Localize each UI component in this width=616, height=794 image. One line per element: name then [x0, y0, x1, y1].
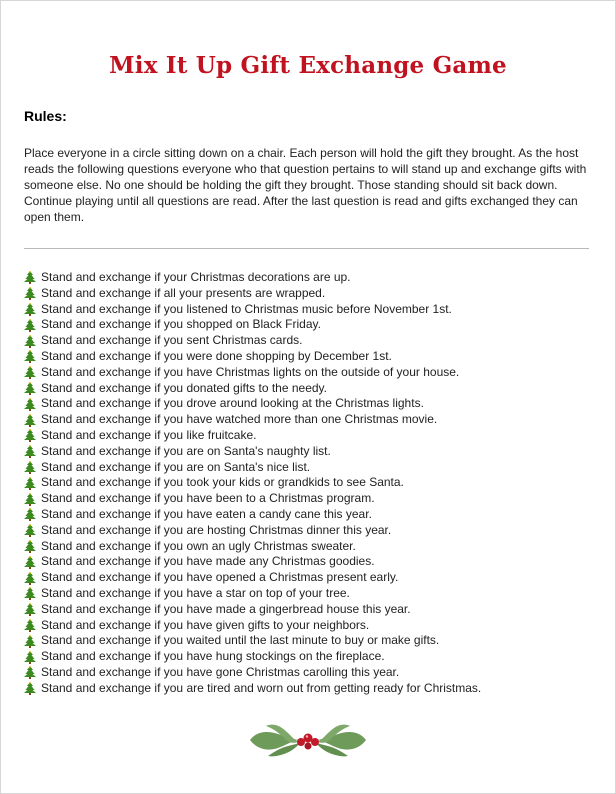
christmas-tree-icon	[24, 445, 36, 458]
christmas-tree-icon	[24, 603, 36, 616]
list-item-text: Stand and exchange if you are hosting Christmas dinner this year.	[41, 522, 392, 537]
list-item	[24, 349, 481, 365]
list-item-text: Stand and exchange if you took your kids or grandkids to see Santa.	[41, 475, 404, 490]
christmas-tree-icon	[24, 524, 36, 537]
christmas-tree-icon	[24, 414, 36, 427]
christmas-tree-icon	[24, 303, 36, 316]
list-item	[24, 602, 481, 618]
list-item-text: Stand and exchange if you have made any Christmas goodies.	[41, 554, 375, 569]
christmas-tree-icon	[24, 635, 36, 648]
list-item	[24, 649, 481, 665]
list-item-text: Stand and exchange if you have eaten a candy cane this year.	[41, 506, 372, 521]
list-item-text: Stand and exchange if you have given gifts to your neighbors.	[41, 617, 370, 632]
list-item	[24, 302, 481, 318]
list-item-text: Stand and exchange if you have a star on top of your tree.	[41, 585, 350, 600]
list-item-text: Stand and exchange if you shopped on Black Friday.	[41, 317, 321, 332]
list-item-text: Stand and exchange if your Christmas decorations are up.	[41, 270, 351, 284]
list-item-text: Stand and exchange if you like fruitcake.	[41, 427, 257, 442]
christmas-tree-icon	[24, 335, 36, 348]
list-item	[24, 586, 481, 602]
christmas-tree-icon	[24, 619, 36, 632]
christmas-tree-icon	[24, 666, 36, 679]
list-item	[24, 365, 481, 381]
list-item	[24, 475, 481, 491]
list-item	[24, 618, 481, 634]
christmas-tree-icon	[24, 508, 36, 521]
list-item	[24, 554, 481, 570]
list-item-text: Stand and exchange if you are tired and worn out from getting ready for Christmas.	[41, 680, 482, 695]
christmas-tree-icon	[24, 540, 36, 553]
list-item-text: Stand and exchange if you have opened a Christmas present early.	[41, 570, 399, 585]
question-list	[24, 270, 481, 697]
christmas-tree-icon	[24, 271, 36, 284]
christmas-tree-icon	[24, 461, 36, 474]
list-item	[24, 286, 481, 302]
list-item	[24, 317, 481, 333]
list-item	[24, 665, 481, 681]
list-item	[24, 412, 481, 428]
rules-heading: Rules:	[24, 108, 67, 124]
christmas-tree-icon	[24, 350, 36, 363]
christmas-tree-icon	[24, 477, 36, 490]
list-item-text: Stand and exchange if you are on Santa's naughty list.	[41, 443, 331, 458]
christmas-tree-icon	[24, 572, 36, 585]
list-item	[24, 460, 481, 476]
list-item-text: Stand and exchange if you were done shopping by December 1st.	[41, 348, 392, 363]
list-item	[24, 539, 481, 555]
list-item-text: Stand and exchange if you waited until the last minute to buy or make gifts.	[41, 633, 440, 648]
christmas-tree-icon	[24, 429, 36, 442]
list-item	[24, 428, 481, 444]
christmas-tree-icon	[24, 493, 36, 506]
christmas-tree-icon	[24, 382, 36, 395]
christmas-tree-icon	[24, 682, 36, 695]
list-item	[24, 681, 481, 697]
list-item	[24, 570, 481, 586]
list-item-text: Stand and exchange if you have watched more than one Christmas movie.	[41, 412, 438, 427]
christmas-tree-icon	[24, 651, 36, 664]
list-item-text: Stand and exchange if you donated gifts to the needy.	[41, 380, 327, 395]
page-title: Mix It Up Gift Exchange Game	[109, 52, 507, 79]
list-item-text: Stand and exchange if you sent Christmas cards.	[41, 333, 303, 348]
list-item	[24, 270, 481, 286]
list-item	[24, 633, 481, 649]
list-item	[24, 491, 481, 507]
list-item-text: Stand and exchange if you drove around looking at the Christmas lights.	[41, 396, 424, 411]
list-item-text: Stand and exchange if you have made a gingerbread house this year.	[41, 601, 411, 616]
list-item	[24, 396, 481, 412]
section-divider	[24, 248, 589, 249]
list-item-text: Stand and exchange if you have gone Christmas carolling this year.	[41, 664, 400, 679]
list-item-text: Stand and exchange if you have Christmas lights on the outside of your house.	[41, 364, 460, 379]
christmas-tree-icon	[24, 319, 36, 332]
list-item-text: Stand and exchange if you have been to a Christmas program.	[41, 491, 375, 506]
list-item	[24, 333, 481, 349]
list-item	[24, 381, 481, 397]
list-item-text: Stand and exchange if you listened to Christmas music before November 1st.	[41, 301, 452, 316]
list-item-text: Stand and exchange if you have hung stockings on the fireplace.	[41, 649, 385, 664]
list-item-text: Stand and exchange if you own an ugly Christmas sweater.	[41, 538, 356, 553]
christmas-tree-icon	[24, 366, 36, 379]
rules-text: Place everyone in a circle sitting down on a chair. Each person will hold the gift they brought. As the host reads the following questions everyone who that question pertains to will stand up and exchange gifts with someone else. No one should be holding the gift they brought. Those standing should sit back down. Continue playing until all questions are read. After the last question is read and gifts exchanged they can open them.	[24, 146, 587, 224]
christmas-tree-icon	[24, 587, 36, 600]
christmas-tree-icon	[24, 556, 36, 569]
christmas-tree-icon	[24, 398, 36, 411]
list-item-text: Stand and exchange if you are on Santa's nice list.	[41, 459, 311, 474]
list-item	[24, 507, 481, 523]
holly-icon	[248, 718, 368, 758]
list-item	[24, 444, 481, 460]
list-item	[24, 523, 481, 539]
christmas-tree-icon	[24, 287, 36, 300]
list-item-text: Stand and exchange if all your presents are wrapped.	[41, 285, 326, 300]
